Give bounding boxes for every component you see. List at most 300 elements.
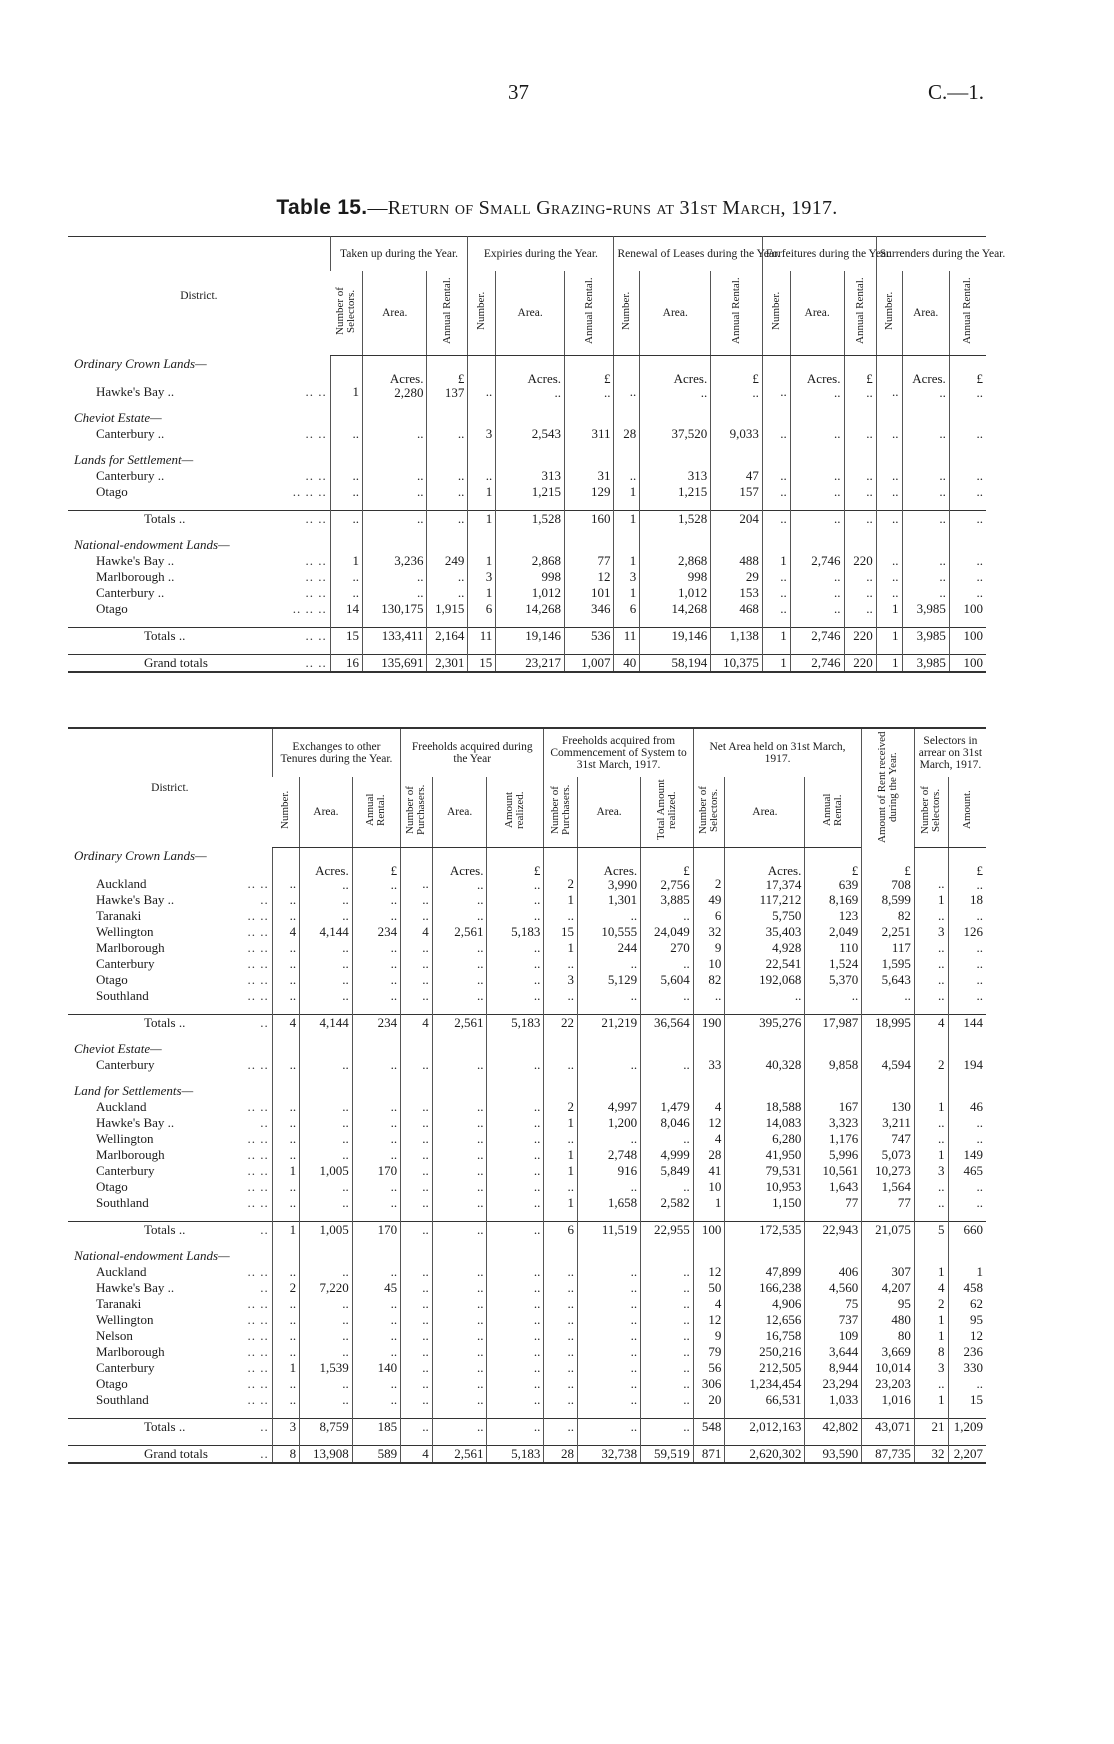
data-cell: 1 [468, 585, 496, 601]
spacer-cell [352, 1211, 400, 1222]
data-cell: .. [272, 1131, 299, 1147]
data-cell: 19,146 [496, 627, 565, 644]
empty-cell [876, 452, 902, 468]
row-label [68, 654, 330, 672]
data-cell: 14,083 [725, 1115, 805, 1131]
column-header: Number. [876, 271, 902, 355]
data-cell: .. [300, 1057, 353, 1073]
table-row [68, 908, 986, 924]
data-cell: 1,528 [496, 510, 565, 527]
data-cell: £ 2,756 [641, 864, 694, 892]
data-cell: .. [762, 510, 790, 527]
data-cell: .. [401, 1195, 433, 1211]
data-cell: .. [352, 1312, 400, 1328]
spacer-cell [614, 442, 640, 452]
data-cell: 82 [862, 908, 915, 924]
data-cell: 4 [401, 1445, 433, 1463]
column-header: Area. [902, 271, 949, 355]
data-cell: 1 [330, 372, 362, 400]
data-cell: 110 [805, 940, 862, 956]
empty-cell [496, 355, 565, 372]
group-header: Freeholds acquired during the Year [401, 728, 544, 777]
data-cell: 11 [468, 627, 496, 644]
data-cell: 22,541 [725, 956, 805, 972]
spacer-cell [693, 1435, 725, 1446]
spacer-cell [862, 1408, 915, 1419]
empty-cell [948, 1041, 986, 1057]
spacer-cell [496, 442, 565, 452]
leader-dots: .. .. [305, 584, 327, 600]
data-cell: .. [876, 569, 902, 585]
leader-dots: .. .. [247, 923, 269, 939]
data-cell: Acres. .. [496, 372, 565, 400]
column-header: Annual Rental. [844, 271, 876, 355]
data-cell: .. [948, 956, 986, 972]
data-cell: Acres. .. [300, 864, 353, 892]
spacer-cell [862, 1031, 915, 1041]
data-cell: 1 [544, 940, 578, 956]
data-cell: 8,944 [805, 1360, 862, 1376]
row-label [68, 972, 272, 988]
data-cell: .. [914, 972, 948, 988]
data-cell: 6 [544, 1221, 578, 1238]
empty-cell [862, 1248, 915, 1264]
data-cell: 1,564 [862, 1179, 915, 1195]
data-cell: .. [902, 585, 949, 601]
spacer-cell [352, 1004, 400, 1015]
data-cell: .. [272, 1328, 299, 1344]
spacer-cell [914, 1238, 948, 1248]
row-label [68, 1376, 272, 1392]
row-label [68, 601, 330, 617]
district-name: Southland [96, 1391, 149, 1407]
row-label [68, 1312, 272, 1328]
district-name: Auckland [96, 1098, 147, 1114]
data-cell: .. [352, 908, 400, 924]
spacer-cell [432, 1408, 487, 1419]
spacer-cell [693, 1211, 725, 1222]
empty-cell [352, 1248, 400, 1264]
group-header: Forfeitures during the Year. [762, 237, 876, 272]
data-cell: 15 [544, 924, 578, 940]
data-cell: 4,144 [300, 924, 353, 940]
data-cell: 2 [272, 1280, 299, 1296]
data-cell: 24,049 [641, 924, 694, 940]
data-cell: .. [876, 484, 902, 500]
data-cell: 3 [468, 426, 496, 442]
spacer-cell [948, 1031, 986, 1041]
data-cell: 18,995 [862, 1014, 915, 1031]
spacer-cell [790, 617, 844, 628]
data-cell: 548 [693, 1418, 725, 1435]
data-cell: 8,169 [805, 892, 862, 908]
spacer-cell [432, 1211, 487, 1222]
empty-cell [948, 847, 986, 864]
spacer-cell [577, 1004, 640, 1015]
empty-cell [914, 847, 948, 864]
data-cell: 1 [693, 1195, 725, 1211]
data-cell: .. [949, 510, 986, 527]
column-header: Annual Rental. [427, 271, 468, 355]
data-cell: Acres. 3,990 [577, 864, 640, 892]
data-cell: 22,943 [805, 1221, 862, 1238]
data-cell: 1,643 [805, 1179, 862, 1195]
data-cell: .. [427, 569, 468, 585]
column-header: Area. [790, 271, 844, 355]
data-cell: £ 137 [427, 372, 468, 400]
district-name: Grand totals [144, 1445, 208, 1461]
data-cell: 2,049 [805, 924, 862, 940]
spacer-cell [352, 1073, 400, 1083]
data-cell: .. [487, 940, 544, 956]
data-cell: .. [401, 1312, 433, 1328]
row-label [68, 627, 330, 644]
data-cell: 170 [352, 1163, 400, 1179]
leader-dots: .. .. [305, 568, 327, 584]
empty-cell [432, 1083, 487, 1099]
row-label [68, 468, 330, 484]
data-cell: 58,194 [640, 654, 711, 672]
table-row [68, 601, 986, 617]
table-row [68, 468, 986, 484]
data-cell: .. [432, 1057, 487, 1073]
data-cell: 33 [693, 1057, 725, 1073]
data-cell: .. [272, 1312, 299, 1328]
spacer-cell [496, 617, 565, 628]
data-cell: 1 [914, 892, 948, 908]
empty-cell [790, 410, 844, 426]
data-cell: .. [790, 426, 844, 442]
column-header: Area. [496, 271, 565, 355]
spacer-cell [948, 1004, 986, 1015]
data-cell: 2 [544, 1099, 578, 1115]
data-cell: .. [352, 988, 400, 1004]
data-cell: 4,997 [577, 1099, 640, 1115]
data-cell: 1 [468, 484, 496, 500]
data-cell: .. [914, 1131, 948, 1147]
spacer-cell [805, 1211, 862, 1222]
data-cell: 2,561 [432, 924, 487, 940]
data-cell: .. [949, 553, 986, 569]
data-cell: 220 [844, 654, 876, 672]
data-cell: .. [427, 484, 468, 500]
district-name: Hawke's Bay .. [96, 1279, 175, 1295]
spacer-cell [300, 1073, 353, 1083]
data-cell: 10,273 [862, 1163, 915, 1179]
district-name: Marlborough [96, 1343, 165, 1359]
column-header: Number of Selectors. [330, 271, 362, 355]
data-cell: 2,868 [640, 553, 711, 569]
spacer-cell [693, 1073, 725, 1083]
row-label [68, 510, 330, 527]
data-cell: .. [577, 1376, 640, 1392]
spacer-cell [641, 1435, 694, 1446]
data-cell: 1,658 [577, 1195, 640, 1211]
data-cell: 4 [914, 1280, 948, 1296]
data-cell: 5,604 [641, 972, 694, 988]
empty-cell [641, 847, 694, 864]
column-header: Number. [468, 271, 496, 355]
data-cell: 2,582 [641, 1195, 694, 1211]
table-row [68, 892, 986, 908]
empty-cell [330, 355, 362, 372]
data-cell: 2,746 [790, 627, 844, 644]
table-row [68, 940, 986, 956]
data-cell: 47,899 [725, 1264, 805, 1280]
data-cell: .. [641, 1280, 694, 1296]
empty-cell [496, 452, 565, 468]
data-cell: .. [272, 1099, 299, 1115]
spacer-cell [468, 527, 496, 537]
leader-dots: .. .. [247, 1162, 269, 1178]
row-label [68, 1163, 272, 1179]
spacer-cell [762, 644, 790, 655]
spacer-cell [640, 442, 711, 452]
empty-cell [805, 1248, 862, 1264]
empty-cell [577, 1083, 640, 1099]
spacer-row [68, 644, 986, 655]
data-cell: .. [352, 1195, 400, 1211]
data-cell: 2 [544, 864, 578, 892]
leader-dots: .. .. .. [292, 600, 327, 616]
spacer-cell [496, 500, 565, 511]
spacer-cell [432, 1435, 487, 1446]
data-cell: .. [401, 1280, 433, 1296]
empty-cell [577, 1248, 640, 1264]
spacer-cell [614, 617, 640, 628]
table-row [68, 1392, 986, 1408]
empty-cell [711, 410, 763, 426]
data-cell: .. [300, 1344, 353, 1360]
spacer-row [68, 1073, 986, 1083]
spacer-cell [68, 1004, 272, 1015]
data-cell: .. [641, 1131, 694, 1147]
group-header: Expiries during the Year. [468, 237, 614, 272]
data-cell: .. [432, 1312, 487, 1328]
data-cell: 488 [711, 553, 763, 569]
spacer-cell [68, 1073, 272, 1083]
data-cell: .. [577, 1296, 640, 1312]
empty-cell [693, 1248, 725, 1264]
totals-row [68, 1418, 986, 1435]
data-cell: .. [432, 1099, 487, 1115]
data-cell: .. [487, 1344, 544, 1360]
spacer-cell [363, 442, 427, 452]
data-cell: .. [300, 1195, 353, 1211]
data-cell: 10,953 [725, 1179, 805, 1195]
data-cell: 5,996 [805, 1147, 862, 1163]
data-cell: 5,643 [862, 972, 915, 988]
data-cell: .. [487, 908, 544, 924]
spacer-cell [363, 617, 427, 628]
spacer-cell [805, 1031, 862, 1041]
totals-row [68, 627, 986, 644]
data-cell: 1 [914, 1099, 948, 1115]
data-cell: 12 [693, 1312, 725, 1328]
data-cell: 135,691 [363, 654, 427, 672]
spacer-cell [300, 1004, 353, 1015]
data-cell: .. [902, 426, 949, 442]
data-cell: .. [577, 988, 640, 1004]
data-cell: 130 [862, 1099, 915, 1115]
spacer-cell [711, 617, 763, 628]
table-row [68, 1163, 986, 1179]
data-cell: 28 [614, 426, 640, 442]
row-label [68, 1083, 272, 1099]
spacer-cell [844, 617, 876, 628]
data-cell: .. [401, 1099, 433, 1115]
spacer-cell [862, 1211, 915, 1222]
empty-cell [790, 452, 844, 468]
data-cell: 15 [948, 1392, 986, 1408]
empty-cell [496, 410, 565, 426]
spacer-cell [487, 1211, 544, 1222]
data-cell: 16,758 [725, 1328, 805, 1344]
data-cell: .. [401, 1376, 433, 1392]
data-cell: 1,176 [805, 1131, 862, 1147]
section-heading-row [68, 1041, 986, 1057]
data-cell: .. [949, 484, 986, 500]
data-cell: .. [641, 988, 694, 1004]
data-cell: 12 [948, 1328, 986, 1344]
data-cell: 1,138 [711, 627, 763, 644]
data-cell: 244 [577, 940, 640, 956]
data-cell: 313 [496, 468, 565, 484]
data-cell: .. [790, 601, 844, 617]
data-cell: .. [487, 1328, 544, 1344]
data-cell: .. [577, 1328, 640, 1344]
data-cell: 406 [805, 1264, 862, 1280]
row-label [68, 484, 330, 500]
grand-total-row [68, 654, 986, 672]
spacer-cell [614, 400, 640, 410]
row-label [68, 1195, 272, 1211]
table-row [68, 1057, 986, 1073]
table-row [68, 426, 986, 442]
data-cell: .. [363, 484, 427, 500]
section-heading-row [68, 410, 986, 426]
spacer-cell [949, 442, 986, 452]
spacer-cell [948, 1238, 986, 1248]
data-cell: .. [330, 510, 362, 527]
data-cell: .. [432, 1376, 487, 1392]
data-cell: 117 [862, 940, 915, 956]
leader-dots: .. .. [247, 971, 269, 987]
district-name: Totals .. [144, 1014, 186, 1030]
data-cell: 2,251 [862, 924, 915, 940]
data-cell: 4 [401, 924, 433, 940]
district-name: Cheviot Estate— [74, 409, 162, 425]
data-cell: .. [487, 1264, 544, 1280]
spacer-row [68, 500, 986, 511]
spacer-cell [401, 1211, 433, 1222]
data-cell: .. [401, 1296, 433, 1312]
empty-cell [401, 1041, 433, 1057]
section-heading-row [68, 1083, 986, 1099]
data-cell: .. [330, 569, 362, 585]
leader-dots: .. .. [247, 1295, 269, 1311]
empty-cell [432, 1041, 487, 1057]
district-name: Totals .. [144, 1221, 186, 1237]
district-name: Canterbury [96, 1359, 155, 1375]
spacer-cell [68, 442, 330, 452]
data-cell: .. [432, 1147, 487, 1163]
data-cell: 144 [948, 1014, 986, 1031]
data-cell: 2,207 [948, 1445, 986, 1463]
section-heading-row [68, 847, 986, 864]
data-cell: .. [577, 1344, 640, 1360]
data-cell: .. [902, 468, 949, 484]
row-label [68, 410, 330, 426]
spacer-cell [762, 617, 790, 628]
data-cell: 21,075 [862, 1221, 915, 1238]
spacer-cell [711, 527, 763, 537]
data-cell: 250,216 [725, 1344, 805, 1360]
empty-cell [725, 1041, 805, 1057]
spacer-cell [68, 644, 330, 655]
data-cell: 1,012 [640, 585, 711, 601]
spacer-cell [544, 1408, 578, 1419]
spacer-cell [68, 1211, 272, 1222]
data-cell: 37,520 [640, 426, 711, 442]
data-cell: 77 [805, 1195, 862, 1211]
data-cell: 20 [693, 1392, 725, 1408]
spacer-cell [401, 1435, 433, 1446]
spacer-cell [914, 1211, 948, 1222]
spacer-row [68, 1031, 986, 1041]
data-cell: 1,595 [862, 956, 915, 972]
data-cell: .. [641, 956, 694, 972]
district-name: National-endowment Lands— [74, 536, 230, 552]
data-cell: 1 [330, 553, 362, 569]
data-cell: .. [544, 1360, 578, 1376]
spacer-row [68, 527, 986, 537]
spacer-cell [68, 1031, 272, 1041]
data-cell: .. [352, 1264, 400, 1280]
data-cell: Acres. 17,374 [725, 864, 805, 892]
data-cell: .. [300, 1115, 353, 1131]
data-cell: .. [641, 1360, 694, 1376]
data-cell: 3 [272, 1418, 299, 1435]
row-label [68, 372, 330, 400]
data-cell: .. [914, 988, 948, 1004]
data-cell: .. [432, 1418, 487, 1435]
empty-cell [725, 1083, 805, 1099]
spacer-cell [363, 400, 427, 410]
data-cell: 49 [693, 892, 725, 908]
data-cell: 395,276 [725, 1014, 805, 1031]
empty-cell [300, 1083, 353, 1099]
spacer-cell [949, 527, 986, 537]
district-name: Auckland [96, 1263, 147, 1279]
district-name: Hawke's Bay .. [96, 383, 175, 399]
data-cell: 167 [805, 1099, 862, 1115]
data-cell: 1 [762, 654, 790, 672]
data-cell: .. [844, 585, 876, 601]
empty-cell [330, 537, 362, 553]
data-cell: 1 [468, 553, 496, 569]
spacer-cell [805, 1435, 862, 1446]
spacer-cell [862, 1004, 915, 1015]
spacer-cell [272, 1435, 299, 1446]
table-row [68, 1280, 986, 1296]
data-cell: .. [641, 1312, 694, 1328]
spacer-cell [352, 1408, 400, 1419]
spacer-cell [762, 500, 790, 511]
data-cell: 1 [914, 1312, 948, 1328]
data-cell: .. [352, 1147, 400, 1163]
spacer-cell [544, 1435, 578, 1446]
